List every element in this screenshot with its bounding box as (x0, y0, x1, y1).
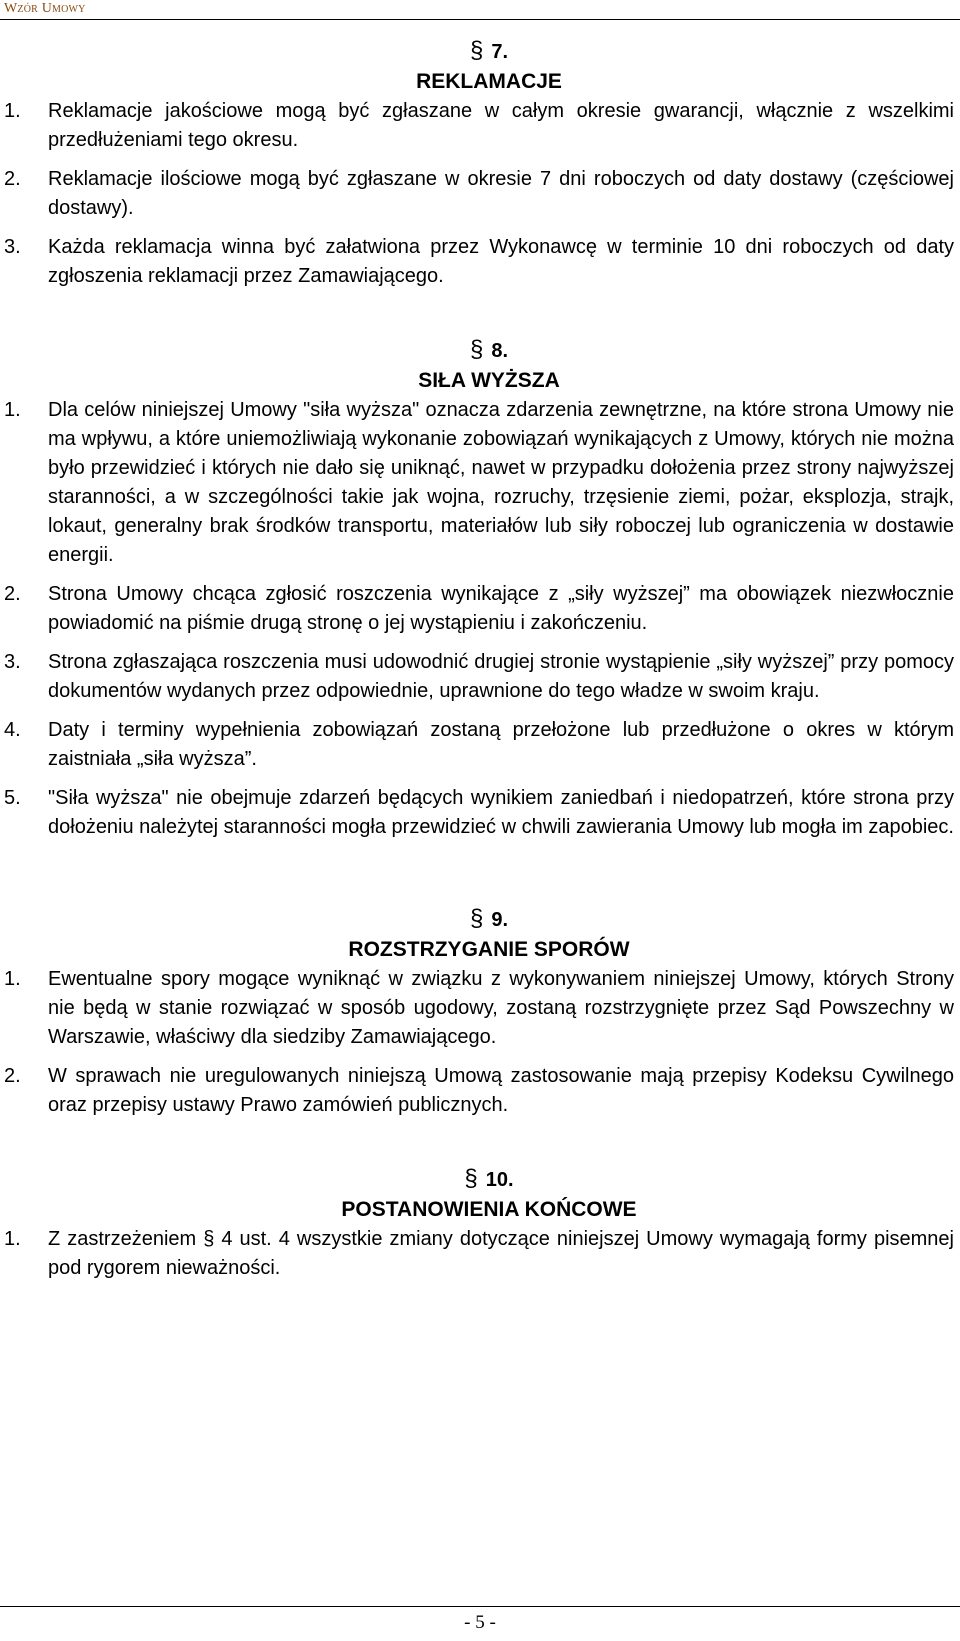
section-title: SIŁA WYŻSZA (418, 369, 560, 392)
section-title: POSTANOWIENIA KOŃCOWE (341, 1198, 637, 1221)
list-item: 5. "Siła wyższa" nie obejmuje zdarzeń będących wynikiem zaniedbań i niedopatrzeń, które strona przy dołożeniu należytej staranności mogła przewidzieć w chwili zawierania Umowy lub mogła im zapobiec. (4, 787, 954, 838)
section-symbol: § (469, 905, 484, 932)
section-symbol: § (469, 37, 484, 64)
page-header (0, 0, 960, 22)
list-item: 1. Z zastrzeżeniem § 4 ust. 4 wszystkie zmiany dotyczące niniejszej Umowy wymagają formy pisemnej pod rygorem nieważności. (4, 1228, 954, 1279)
list-item: 1. Ewentualne spory mogące wyniknąć w związku z wykonywaniem niniejszej Umowy, których Strony nie będą w stanie rozwiązać w sposób ugodowy, zostaną rozstrzygnięte przez Sąd Powszechny w Warszawie, właściwy dla siedziby Zamawiającego. (4, 968, 954, 1048)
header-divider (0, 19, 960, 20)
section-number: § 7. (469, 37, 509, 64)
section-title: ROZSTRZYGANIE SPORÓW (348, 938, 630, 961)
list-item: 4. Daty i terminy wypełnienia zobowiązań zostaną przełożone lub przedłużone o okres w którym zaistniała „siła wyższa”. (4, 719, 954, 770)
list-item: 2. W sprawach nie uregulowanych niniejszą Umową zastosowanie mają przepisy Kodeksu Cywilnego oraz przepisy ustawy Prawo zamówień publicznych. (4, 1065, 954, 1116)
list-item: 1. Dla celów niniejszej Umowy "siła wyższa" oznacza zdarzenia zewnętrzne, na które strona Umowy nie ma wpływu, a które uniemożliwiają wykonanie zobowiązań wynikających z Umowy, których nie można było przewidzieć i których nie dało się uniknąć, nawet w przypadku dołożenia przez strony najwyższej staranności, a w szczególności takie jak wojna, rozruchy, trzęsienie ziemi, pożar, eksplozja, strajk, lokaut, generalny brak środków transportu, materiałów lub siły roboczej lub ograniczenia w dostawie energii. (4, 399, 954, 566)
section-number: § 8. (469, 336, 509, 363)
list-item: 3. Każda reklamacja winna być załatwiona przez Wykonawcę w terminie 10 dni roboczych od daty zgłoszenia reklamacji przez Zamawiającego. (4, 236, 954, 287)
section-title: REKLAMACJE (416, 70, 562, 93)
section-symbol: § (464, 1165, 478, 1192)
section-number: § 10. (464, 1165, 514, 1192)
page-number: - 5 - (464, 1612, 496, 1633)
document-body (4, 36, 954, 1293)
list-item: 1. Reklamacje jakościowe mogą być zgłaszane w całym okresie gwarancji, włącznie z wszelkimi przedłużeniami tego okresu. (4, 100, 954, 151)
list-item: 2. Reklamacje ilościowe mogą być zgłaszane w okresie 7 dni roboczych od daty dostawy (częściowej dostawy). (4, 168, 954, 219)
list-item: 3. Strona zgłaszająca roszczenia musi udowodnić drugiej stronie wystąpienie „siły wyższej” przy pomocy dokumentów wydanych przez odpowiednie, uprawnione do tego władze w swoim kraju. (4, 651, 954, 702)
document-title: Wzór Umowy (4, 1, 86, 16)
section-symbol: § (469, 336, 484, 363)
list-item: 2. Strona Umowy chcąca zgłosić roszczenia wynikające z „siły wyższej” ma obowiązek niezwłocznie powiadomić na piśmie drugą stronę o jej wystąpieniu i zakończeniu. (4, 583, 954, 634)
section-number: § 9. (469, 905, 509, 932)
footer-divider (0, 1606, 960, 1607)
